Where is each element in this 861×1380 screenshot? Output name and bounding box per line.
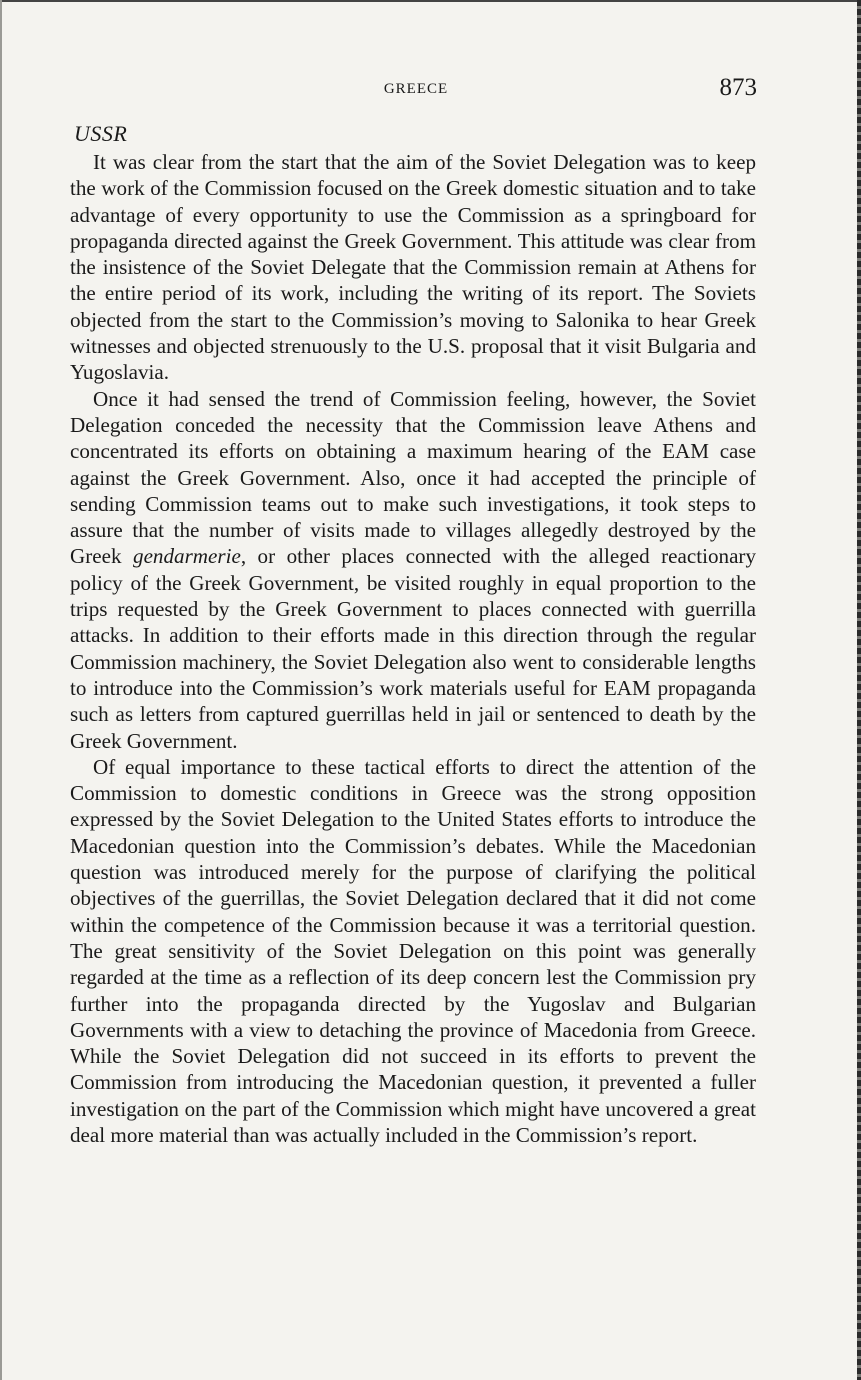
paragraph-2-text-start: Once it had sensed the trend of Commission feeling, however, the Soviet Delegation conceded the necessity that the Commission leave Athens and concentrated its efforts on obtaining a maximum hearing of the EAM case against the Greek Government. Also, once it had accepted the principle of sending Commission teams out to make such investigations, it took steps to assure that the number of visits made to villages allegedly destroyed by the Greek (70, 386, 756, 569)
paragraph-1-text: It was clear from the start that the aim of the Soviet Delegation was to keep the work of the Commission focused on the Greek domestic situation and to take advantage of every opportunity to use the Commission as a springboard for propaganda directed against the Greek Government. This attitude was clear from the insistence of the Soviet Delegate that the Commission remain at Athens for the entire period of its work, including the writing of its report. The Soviets objected from the start to the Commission’s moving to Salonika to hear Greek witnesses and objected strenuously to the U.S. proposal that it visit Bulgaria and Yugoslavia. (70, 150, 756, 385)
top-edge-rule (0, 0, 861, 2)
page-body (70, 120, 756, 1148)
section-heading: USSR (74, 121, 128, 146)
paragraph-1 (70, 149, 756, 386)
page-number: 873 (719, 74, 757, 101)
paragraph-3 (70, 754, 756, 1148)
paragraph-2-italic-term: gendarmerie (133, 544, 241, 569)
running-title: GREECE (383, 81, 449, 97)
paragraph-2 (70, 386, 756, 754)
paragraph-2-text-end: , or other places connected with the alleged reactionary policy of the Greek Government, be visited roughly in equal proportion to the trips requested by the Greek Government to places connected with guerrilla attacks. In addition to their efforts made in this direction through the regular Commission machinery, the Soviet Delegation also went to considerable lengths to introduce into the Commission’s work materials useful for EAM propaganda such as letters from captured guerrillas held in jail or sentenced to death by the Greek Government. (70, 544, 757, 753)
right-page-edge (857, 0, 861, 1380)
paragraph-3-text: Of equal importance to these tactical efforts to direct the attention of the Commission to domestic conditions in Greece was the strong opposition expressed by the Soviet Delegation to the United States efforts to introduce the Macedonian question into the Commission’s debates. While the Macedonian question was introduced merely for the purpose of clarifying the political objectives of the guerrillas, the Soviet Delegation declared that it did not come within the competence of the Commission because it was a territorial question. The great sensitivity of the Soviet Delegation on this point was generally regarded at the time as a reflection of its deep concern lest the Commission pry further into the propaganda directed by the Yugoslav and Bulgarian Governments with a view to detaching the province of Macedonia from Greece. While the Soviet Delegation did not succeed in its efforts to prevent the Commission from introducing the Macedonian question, it prevented a fuller investigation on the part of the Commission which might have uncovered a great deal more material than was actually included in the Commission’s report. (70, 754, 756, 1147)
running-header (60, 74, 760, 106)
left-page-edge (0, 0, 2, 1380)
